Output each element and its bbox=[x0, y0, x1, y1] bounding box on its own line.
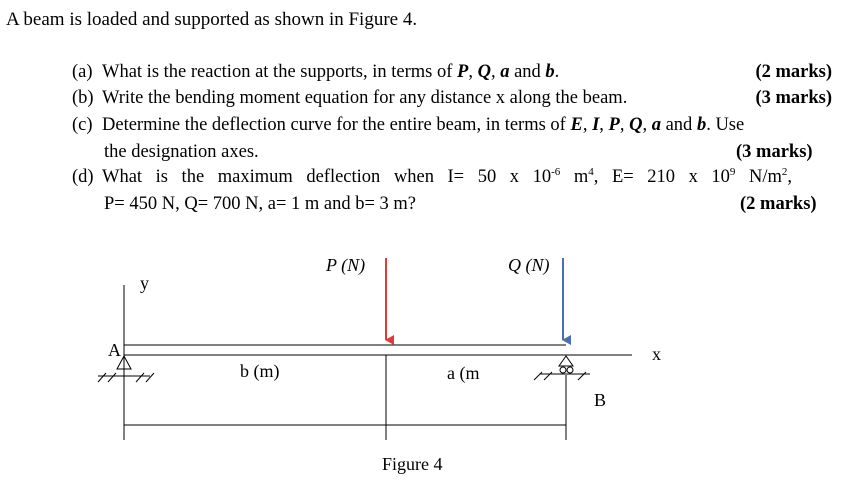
question-a-marks: (2 marks) bbox=[755, 62, 832, 82]
label-p: P (N) bbox=[326, 255, 366, 275]
d-exp: 4 bbox=[588, 166, 594, 178]
var-b: b bbox=[696, 115, 707, 135]
intro-text: A beam is loaded and supported as shown in Figure 4. bbox=[6, 9, 418, 30]
question-c-marks: (3 marks) bbox=[736, 142, 813, 162]
label-y: y bbox=[140, 273, 149, 293]
sep: , bbox=[599, 115, 609, 135]
question-c-text: Determine the deflection curve for the entire beam, in terms of bbox=[102, 115, 571, 135]
var-a: a bbox=[651, 115, 661, 135]
question-a-tag: (a) bbox=[72, 62, 93, 82]
d-exp: 2 bbox=[781, 166, 788, 178]
d-part: m bbox=[560, 167, 589, 187]
var-Q: Q bbox=[629, 115, 643, 135]
roller-support-b bbox=[534, 356, 590, 380]
var-b: b bbox=[545, 62, 555, 82]
d-part: N/m bbox=[735, 167, 782, 187]
question-d-tag: (d) bbox=[72, 167, 94, 187]
question-a-text: What is the reaction at the supports, in terms of bbox=[102, 62, 458, 82]
question-b-tag: (b) bbox=[72, 88, 94, 108]
d-part: , bbox=[787, 167, 793, 187]
label-a-dim: a (m bbox=[447, 363, 480, 383]
var-P: P bbox=[608, 115, 620, 135]
question-d-marks: (2 marks) bbox=[740, 194, 817, 214]
sep: . Use bbox=[706, 115, 745, 135]
sep: and bbox=[660, 115, 697, 135]
question-d-line2: P= 450 N, Q= 700 N, a= 1 m and b= 3 m? bbox=[104, 194, 417, 214]
d-part: What is the maximum deflection when I= 50 x 10 bbox=[102, 167, 552, 187]
label-b-dim: b (m) bbox=[240, 361, 280, 381]
sep: . bbox=[554, 62, 560, 82]
sep: , bbox=[642, 115, 652, 135]
sep: , bbox=[619, 115, 630, 135]
label-q: Q (N) bbox=[508, 255, 550, 275]
d-exp: 9 bbox=[729, 166, 736, 178]
question-c-line2: the designation axes. bbox=[104, 142, 259, 162]
var-a: a bbox=[500, 62, 510, 82]
sep: and bbox=[509, 62, 546, 82]
var-I: I bbox=[592, 115, 600, 135]
question-b-marks: (3 marks) bbox=[755, 88, 832, 108]
var-Q: Q bbox=[477, 62, 491, 82]
pin-support-a bbox=[98, 356, 154, 382]
label-a-support: A bbox=[108, 340, 121, 360]
figure-caption: Figure 4 bbox=[382, 454, 443, 474]
label-b-support: B bbox=[594, 390, 607, 410]
sep: , bbox=[468, 62, 478, 82]
var-E: E bbox=[570, 115, 583, 135]
sep: , bbox=[490, 62, 501, 82]
question-b-text: Write the bending moment equation for any distance x along the beam. bbox=[102, 88, 628, 108]
d-part: , E= 210 x 10 bbox=[593, 167, 730, 187]
var-P: P bbox=[457, 62, 469, 82]
beam bbox=[124, 345, 566, 355]
label-x: x bbox=[652, 344, 661, 364]
sep: , bbox=[582, 115, 593, 135]
question-c-tag: (c) bbox=[72, 115, 93, 135]
d-exp: -6 bbox=[551, 166, 561, 178]
